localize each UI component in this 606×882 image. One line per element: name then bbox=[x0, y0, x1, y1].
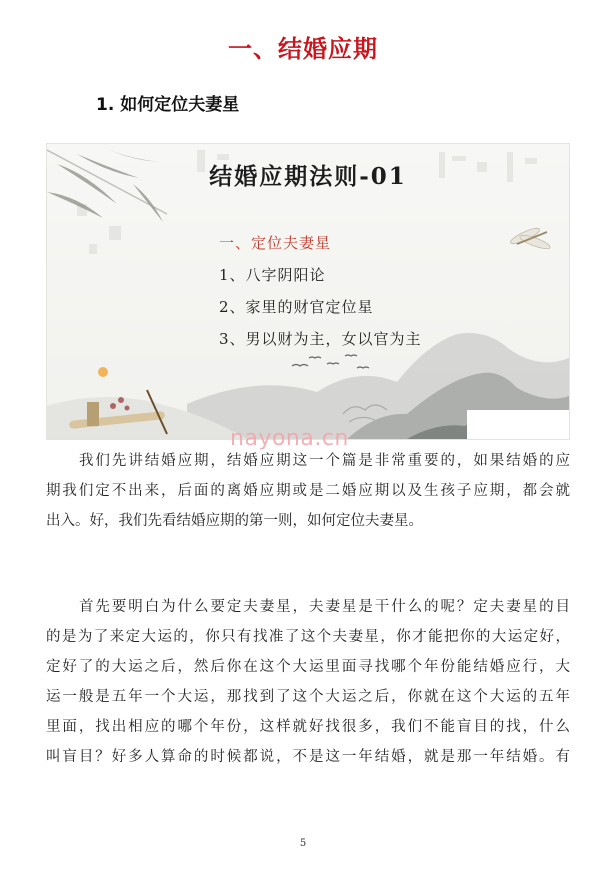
slide-item: 2、家里的财官定位星 bbox=[219, 298, 374, 316]
watermark: nayona.cn bbox=[230, 426, 349, 451]
page-number: 5 bbox=[299, 838, 307, 849]
paragraph-line: 我们先讲结婚应期，结婚应期这一个篇是非常重要的，如果结婚的应 bbox=[79, 453, 570, 469]
section-heading: 1. 如何定位夫妻星 bbox=[96, 95, 240, 115]
paragraph bbox=[46, 592, 570, 772]
paragraph-line: 期我们定不出来，后面的离婚应期或是二婚应期以及生孩子应期，都会就 bbox=[46, 483, 570, 499]
slide-item: 3、男以财为主，女以官为主 bbox=[219, 330, 422, 348]
paragraph-line: 里面，找出相应的哪个年份，这样就好找很多，我们不能盲目的找，什么 bbox=[46, 719, 570, 735]
paragraph-line: 首先要明白为什么要定夫妻星，夫妻星是干什么的呢？定夫妻星的目 bbox=[79, 599, 570, 615]
paragraph bbox=[46, 446, 570, 536]
slide-item-highlight: 一、定位夫妻星 bbox=[219, 234, 332, 252]
paragraph-line: 运一般是五年一个大运，那找到了这个大运之后，你就在这个大运的五年 bbox=[46, 689, 570, 705]
slide-item: 1、八字阴阳论 bbox=[219, 266, 326, 284]
slide-title: 结婚应期法则-01 bbox=[209, 163, 407, 190]
paragraph-line: 定好了的大运之后，然后你在这个大运里面寻找哪个年份能结婚应行，大 bbox=[46, 659, 570, 675]
slide-image bbox=[46, 143, 570, 440]
chapter-title: 一、结婚应期 bbox=[228, 35, 378, 63]
paragraph-line: 的是为了来定大运的，你只有找准了这个夫妻星，你才能把你的大运定好， bbox=[46, 629, 570, 645]
paragraph-line: 叫盲目？好多人算命的时候都说，不是这一年结婚，就是那一年结婚。有 bbox=[46, 749, 570, 765]
paragraph-line: 出入。好，我们先看结婚应期的第一则，如何定位夫妻星。 bbox=[46, 513, 423, 529]
